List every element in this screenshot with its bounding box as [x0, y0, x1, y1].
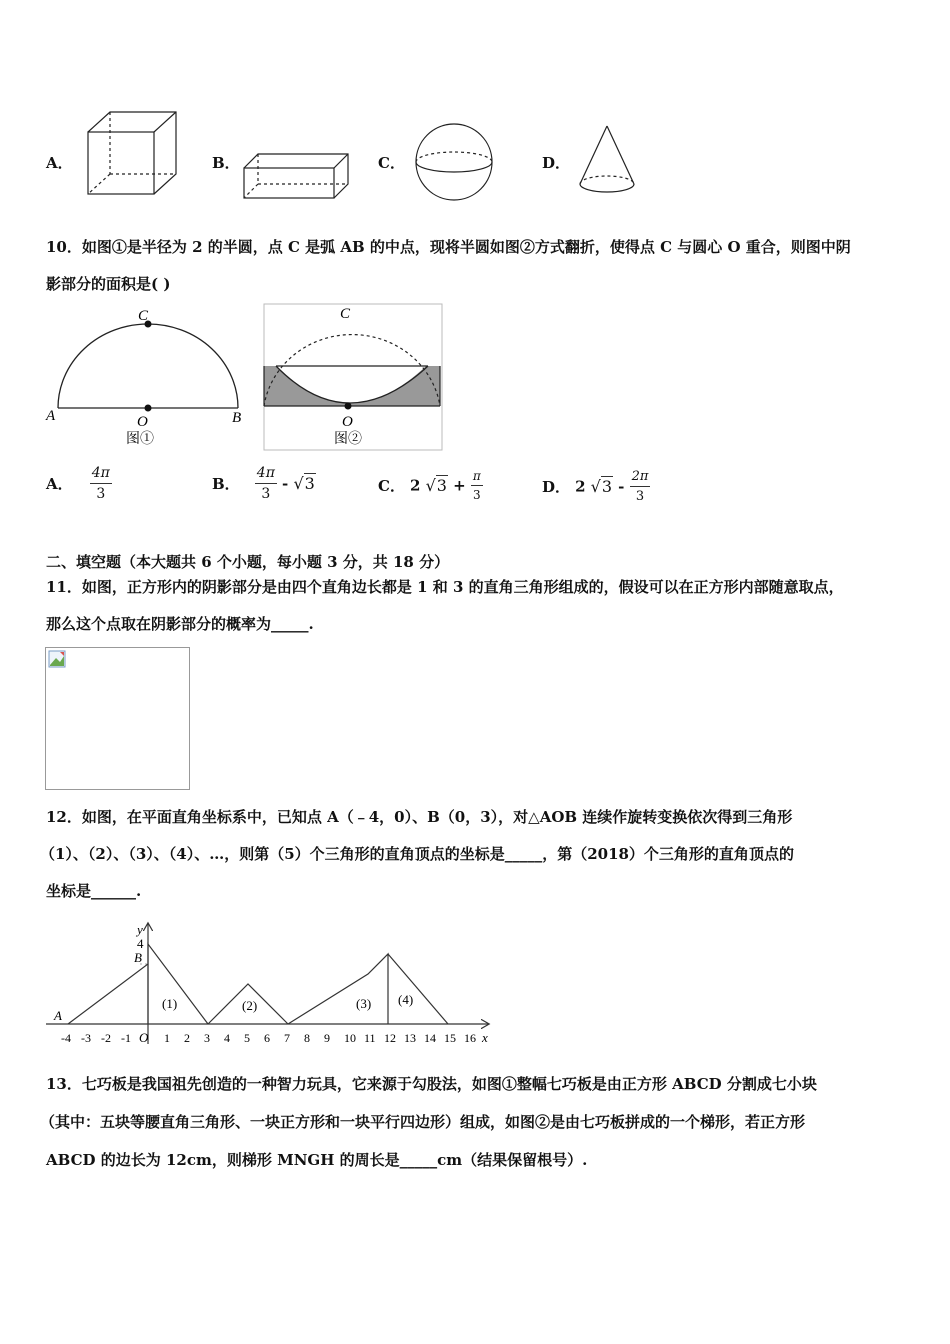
x-tick-label: 3 [204, 1031, 210, 1045]
broken-image-placeholder [45, 647, 190, 790]
figure-2-folded [264, 304, 442, 450]
x-tick-label: -4 [61, 1031, 71, 1045]
x-tick-label: -2 [101, 1031, 111, 1045]
point-b-label: B [134, 950, 142, 965]
triangle-label: (1) [162, 996, 178, 1011]
triangle-label: (4) [398, 992, 414, 1007]
option-a-label: A． [46, 154, 73, 172]
figure-1-semicircle [45, 308, 241, 447]
option-c-label: C． [378, 154, 405, 172]
q10-line-1: 10．如图①是半径为 2 的半圆，点 C 是弧 AB 的中点，现将半圆如图②方式翻折，使得点 C 与圆心 O 重合，则图中阴 [46, 238, 851, 256]
q13-line-2: （其中：五块等腰直角三角形、一块正方形和一块平行四边形）组成，如图②是由七巧板拼成的一个梯形，若正方形 [40, 1113, 806, 1131]
q12-coordinate-graph [44, 920, 494, 1048]
fig2-label-o: O [342, 414, 353, 430]
x-tick-labels [61, 1031, 476, 1045]
x-tick-label: 9 [324, 1031, 330, 1045]
fig2-label-c: C [340, 306, 351, 322]
q10-option-a: A． $\frac{4\pi}{3}$ [46, 465, 110, 502]
x-tick-label: 12 [384, 1031, 396, 1045]
section-heading: 二、填空题（本大题共 6 个小题，每小题 3 分，共 18 分） [46, 553, 450, 571]
x-axis-label: x [482, 1030, 488, 1045]
x-tick-label: 13 [404, 1031, 416, 1045]
x-tick-label: 16 [464, 1031, 476, 1045]
q12-line-2: （1）、（2）、（3）、（4）、…，则第（5）个三角形的直角顶点的坐标是_____，第（2018）个三角形的直角顶点的 [40, 845, 794, 863]
x-tick-label: 7 [284, 1031, 290, 1045]
x-tick-label: -1 [121, 1031, 131, 1045]
q10-option-c: C． 2 √3 + $\frac{\pi}{3}$ [378, 469, 481, 502]
option-d-label: D． [542, 154, 571, 172]
cuboid-figure [240, 150, 354, 202]
q11-line-2: 那么这个点取在阴影部分的概率为_____. [46, 615, 314, 633]
q10-figures [40, 302, 460, 454]
triangle-labels [162, 992, 413, 1013]
q13-line-1: 13．七巧板是我国祖先创造的一种智力玩具，它来源于勾股法，如图①整幅七巧板是由正方形 ABCD 分割成七小块 [46, 1075, 817, 1093]
fig1-label-o: O [137, 414, 148, 430]
q10-option-b: B． $\frac{4\pi}{3}$ - √3 [212, 465, 315, 502]
x-tick-label: 11 [364, 1031, 376, 1045]
point-a-label: A [54, 1008, 62, 1023]
x-tick-label: 2 [184, 1031, 190, 1045]
triangle-label: (2) [242, 998, 258, 1013]
fig2-caption: 图② [334, 432, 362, 447]
sphere-figure [412, 120, 496, 204]
q12-line-3: 坐标是______. [46, 882, 142, 900]
q12-line-1: 12．如图，在平面直角坐标系中，已知点 A（﹣4，0）、B（0，3），对△AOB 连续作旋转变换依次得到三角形 [46, 808, 793, 826]
x-tick-label: 6 [264, 1031, 270, 1045]
origin-label: O [139, 1030, 149, 1045]
fig1-label-a: A [46, 408, 56, 424]
y-tick-4: 4 [137, 936, 144, 951]
y-axis-label: y [137, 922, 143, 937]
q10-option-d: D． 2 √3 - $\frac{2\pi}{3}$ [542, 469, 649, 504]
x-tick-label: 1 [164, 1031, 170, 1045]
x-tick-label: -3 [81, 1031, 91, 1045]
cube-figure [84, 108, 184, 200]
x-tick-label: 10 [344, 1031, 356, 1045]
x-tick-label: 8 [304, 1031, 310, 1045]
x-tick-label: 14 [424, 1031, 436, 1045]
x-tick-label: 15 [444, 1031, 456, 1045]
fig1-caption: 图① [126, 432, 154, 447]
broken-image-icon [48, 650, 66, 668]
fig1-label-c: C [138, 308, 149, 324]
triangle-paths [68, 944, 448, 1024]
q10-line-2: 影部分的面积是( ) [46, 275, 171, 293]
x-tick-label: 4 [224, 1031, 230, 1045]
q11-line-1: 11．如图，正方形内的阴影部分是由四个直角边长都是 1 和 3 的直角三角形组成的，假设可以在正方形内部随意取点， [46, 578, 844, 596]
q13-line-3: ABCD 的边长为 12cm，则梯形 MNGH 的周长是_____cm（结果保留根号）. [46, 1151, 588, 1169]
option-b-label: B． [212, 154, 240, 172]
triangle-label: (3) [356, 996, 372, 1011]
x-tick-label: 5 [244, 1031, 250, 1045]
fig1-label-b: B [232, 410, 242, 426]
cone-figure [574, 122, 640, 198]
